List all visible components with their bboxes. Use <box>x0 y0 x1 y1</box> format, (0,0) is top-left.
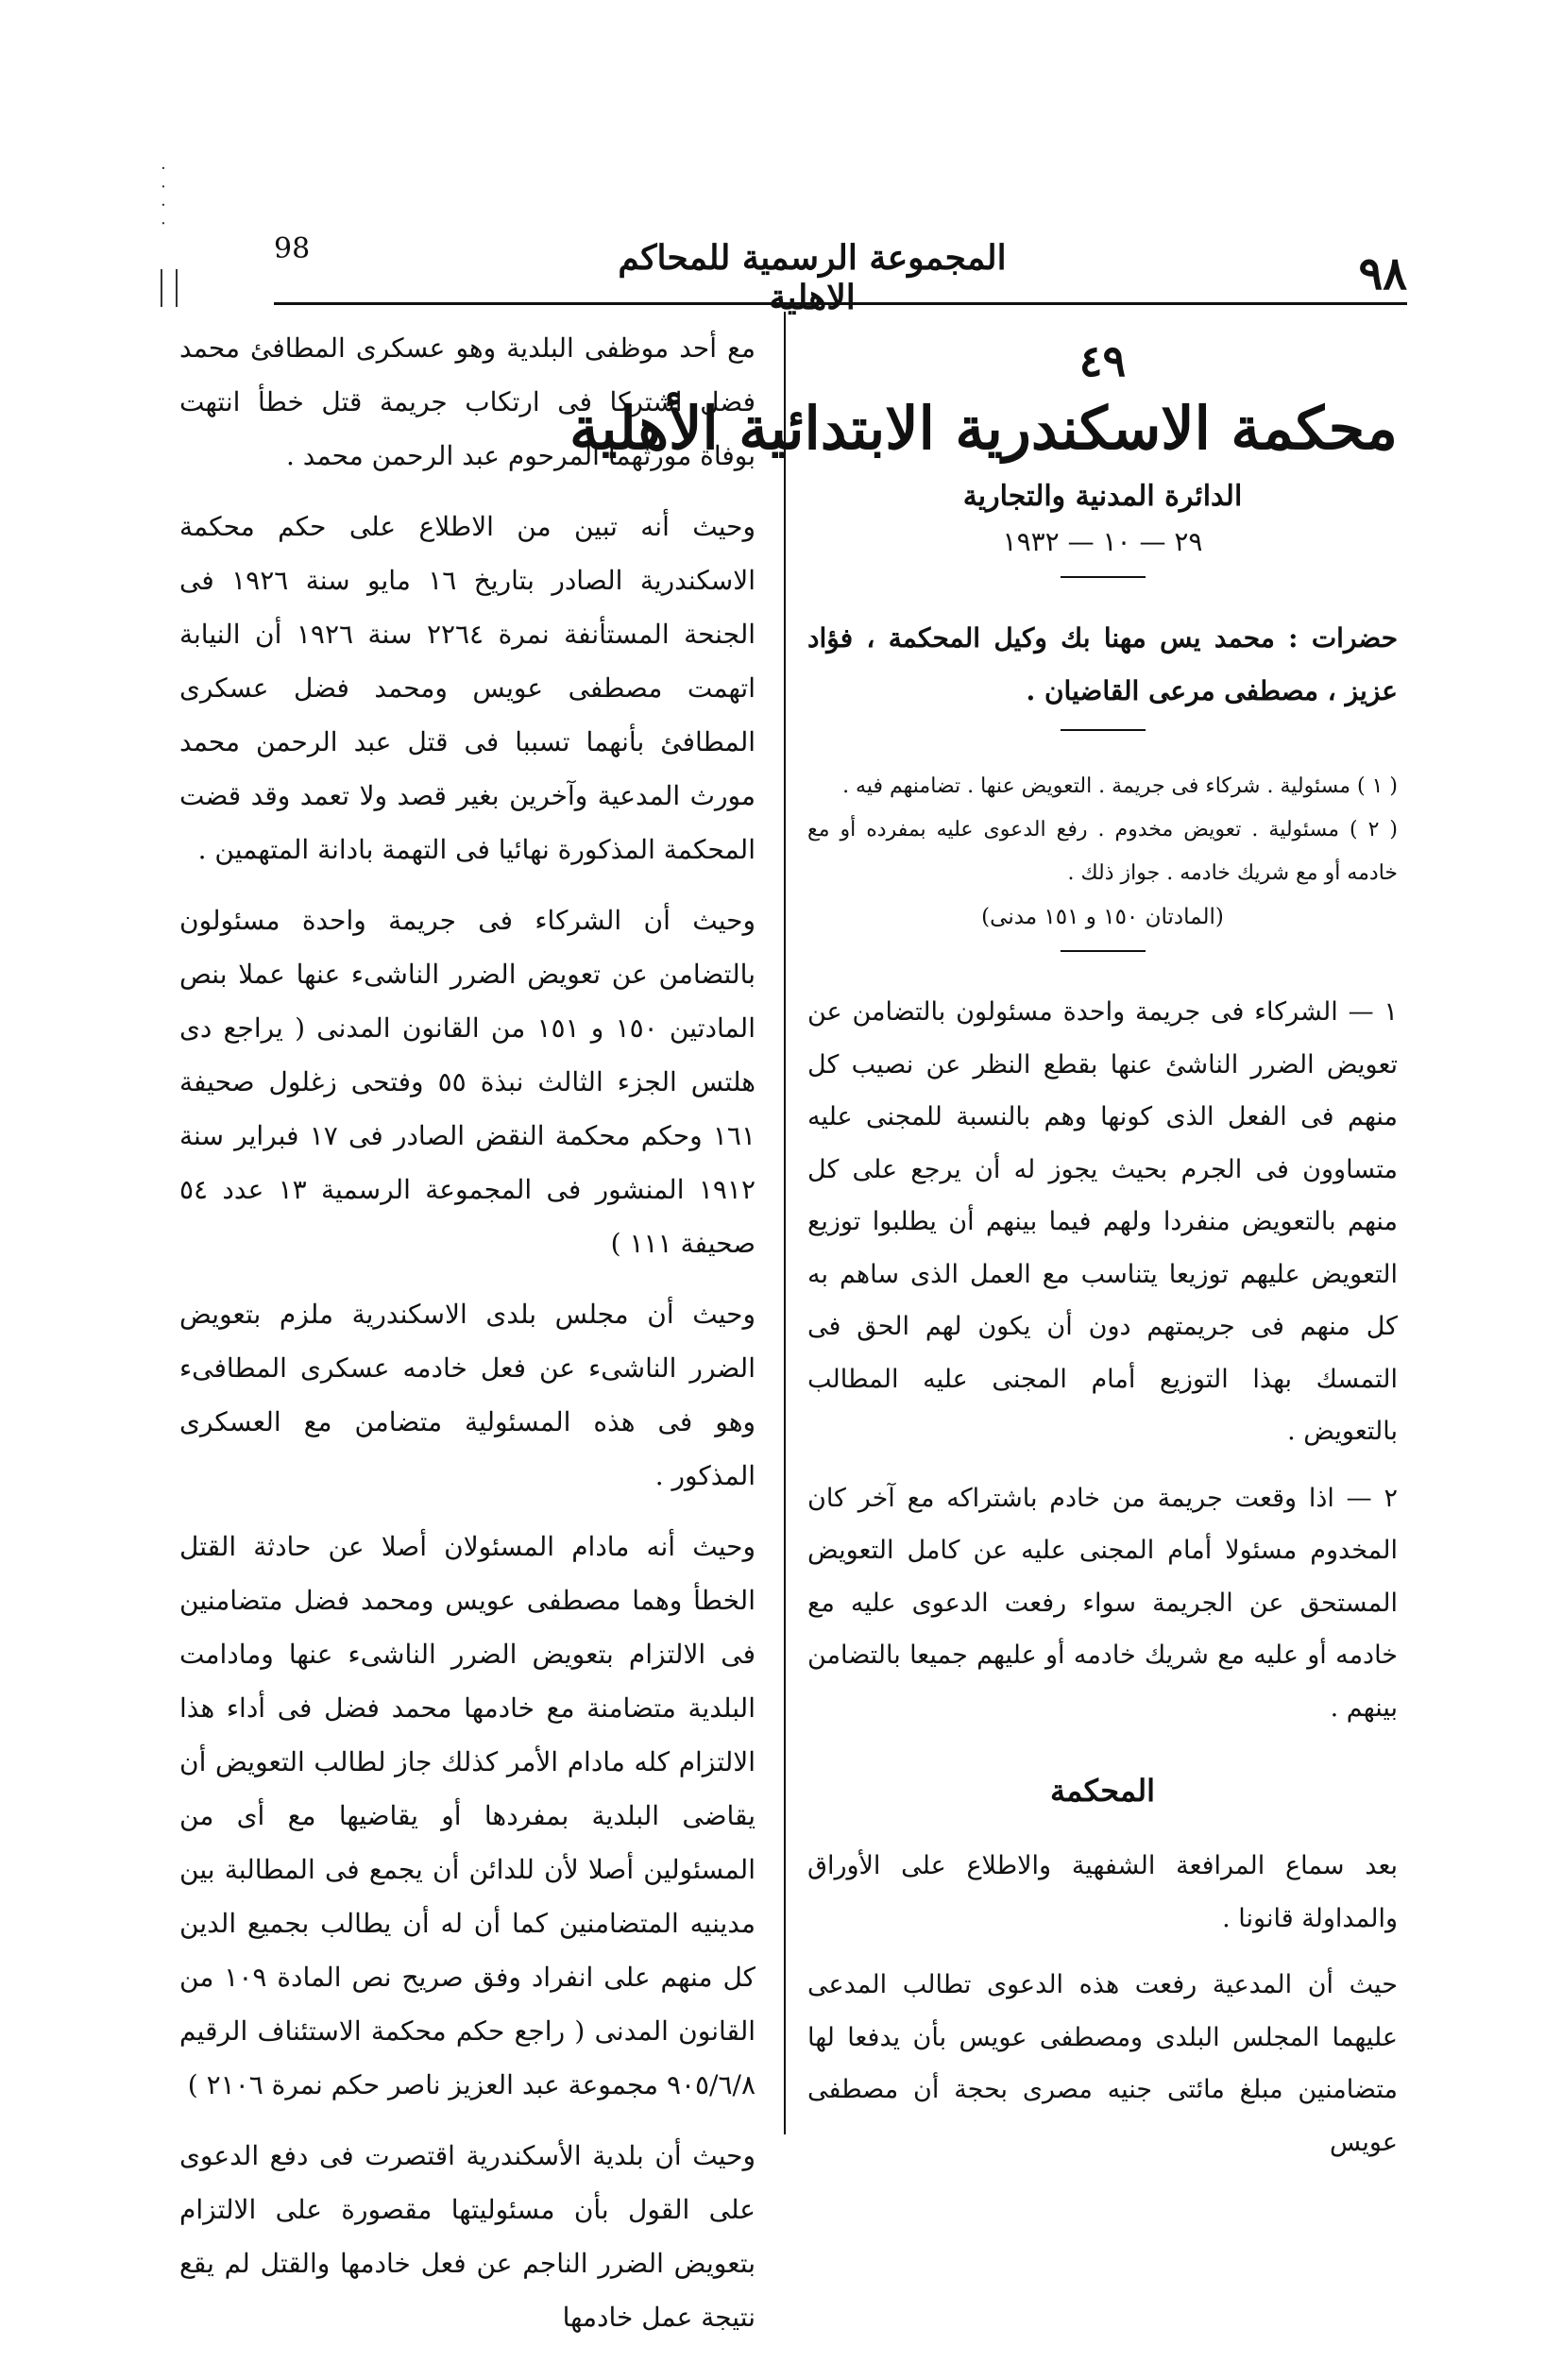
running-header-title: المجموعة الرسمية للمحاكم الاهلية <box>618 238 1007 317</box>
body-paragraph: وحيث أن مجلس بلدى الاسكندرية ملزم بتعويض الضرر الناشىء عن فعل خادمه عسكرى المطافىء وهو فى هذه المسئولية متضامن مع العسكرى المذكور . <box>179 1299 756 1491</box>
page-number-arabic: ٩٨ <box>1358 247 1407 300</box>
header-rule <box>274 302 1407 305</box>
body-paragraph: بعد سماع المرافعة الشفهية والاطلاع على الأوراق والمداولة قانونا . <box>807 1851 1398 1933</box>
divider-rule <box>1061 576 1146 578</box>
court-division: الدائرة المدنية والتجارية <box>962 480 1243 513</box>
left-column <box>179 321 756 2361</box>
headnote: ( ١ ) مسئولية . شركاء فى جريمة . التعويض عنها . تضامنهم فيه . <box>842 774 1398 798</box>
body-paragraph: وحيث أنه مادام المسئولان أصلا عن حادثة القتل الخطأ وهما مصطفى عويس ومحمد فضل متضامنين فى الالتزام بتعويض الضرر الناشىء عنها ومادامت البلدية متضامنة مع خادمها محمد فضل فى أداء هذا الالتزام كله مادام الأمر كذلك جاز لطالب التعويض أن يقاضى البلدية بمفردها أو يقاضيها مع أى من المسئولين أصلا لأن للدائن أن يجمع فى المطالبة بين مدينيه المتضامنين كما أن له أن يطالب بجميع الدين كل منهم على انفراد وفق صريح نص المادة ١٠٩ من القانون المدنى ( راجع حكم محكمة الاستئناف الرقيم ٩٠٥/٦/٨ مجموعة عبد العزيز ناصر حكم نمرة ٢١٠٦ ) <box>179 1531 756 2100</box>
court-name: محكمة الاسكندرية الابتدائية الأهلية <box>569 394 1398 463</box>
bench-attendance: حضرات : محمد يس مهنا بك وكيل المحكمة ، فؤاد عزيز ، مصطفى مرعى القاضيان . <box>807 622 1398 706</box>
page-number-latin: 98 <box>274 232 311 265</box>
body-paragraph: وحيث أن الشركاء فى جريمة واحدة مسئولون بالتضامن عن تعويض الضرر الناشىء عنها عملا بنص المادتين ١٥٠ و ١٥١ من القانون المدنى ( يراجع دى هلتس الجزء الثالث نبذة ٥٥ وفتحى زغلول صحيفة ١٦١ وحكم محكمة النقض الصادر فى ١٧ فبراير سنة ١٩١٢ المنشور فى المجموعة الرسمية ١٣ عدد ٥٤ صحيفة ١١١ ) <box>179 905 756 1259</box>
edge-tick-marks <box>161 269 178 307</box>
body-paragraph: وحيث أنه تبين من الاطلاع على حكم محكمة الاسكندرية الصادر بتاريخ ١٦ مايو سنة ١٩٢٦ فى الجنحة المستأنفة نمرة ٢٢٦٤ سنة ١٩٢٦ أن النيابة اتهمت مصطفى عويس ومحمد فضل عسكرى المطافئ بأنهما تسببا فى قتل عبد الرحمن محمد مورث المدعية وآخرين بغير قصد ولا تعمد وقد قضت المحكمة المذكورة نهائيا فى التهمة بادانة المتهمين . <box>179 511 756 865</box>
right-column <box>569 332 1398 2183</box>
divider-rule <box>1061 950 1146 952</box>
divider-rule <box>1061 729 1146 731</box>
case-number: ٤٩ <box>1078 335 1127 386</box>
body-paragraph: مع أحد موظفى البلدية وهو عسكرى المطافئ محمد فضل اشتركا فى ارتكاب جريمة قتل خطأ انتهت بوفاة مورثهما المرحوم عبد الرحمن محمد . <box>179 332 756 471</box>
legal-principle: ٢ — اذا وقعت جريمة من خادم باشتراكه مع آخر كان المخدوم مسئولا أمام المجنى عليه عن كامل التعويض المستحق عن الجريمة سواء رفعت الدعوى عليه مع خادمه أو عليه مع شريك خادمه أو عليهم جميعا بالتضامن بينهم . <box>807 1483 1398 1723</box>
edge-scan-marks: . . . . <box>158 165 178 230</box>
legal-principle: ١ — الشركاء فى جريمة واحدة مسئولون بالتضامن عن تعويض الضرر الناشئ عنها بقطع النظر عن نصيب كل منهم فى الفعل الذى كونها وهم بالنسبة للمجنى عليه متساوون فى الجرم بحيث يجوز له أن يرجع على كل منهم بالتعويض منفردا ولهم فيما بينهم أن يطلبوا توزيع التعويض عليهم توزيعا يتناسب مع العمل الذى ساهم به كل منهم فى جريمتهم دون أن يكون لهم الحق فى التمسك بهذا التوزيع أمام المجنى عليه المطالب بالتعويض . <box>807 997 1398 1446</box>
column-divider <box>784 312 786 2134</box>
articles-reference: (المادتان ١٥٠ و ١٥١ مدنى) <box>981 905 1224 929</box>
court-heading: المحكمة <box>1049 1773 1156 1809</box>
headnote: ( ٢ ) مسئولية . تعويض مخدوم . رفع الدعوى عليه بمفرده أو مع خادمه أو مع شريك خادمه . جواز ذلك . <box>807 818 1398 885</box>
judgment-date: ٢٩ — ١٠ — ١٩٣٢ <box>1002 526 1203 557</box>
body-paragraph: حيث أن المدعية رفعت هذه الدعوى تطالب المدعى عليهما المجلس البلدى ومصطفى عويس بأن يدفعا لها متضامنين مبلغ مائتى جنيه مصرى بحجة أن مصطفى عويس <box>807 1970 1398 2157</box>
body-paragraph: وحيث أن بلدية الأسكندرية اقتصرت فى دفع الدعوى على القول بأن مسئوليتها مقصورة على الالتزام بتعويض الضرر الناجم عن فعل خادمها والقتل لم يقع نتيجة عمل خادمها <box>179 2140 756 2333</box>
